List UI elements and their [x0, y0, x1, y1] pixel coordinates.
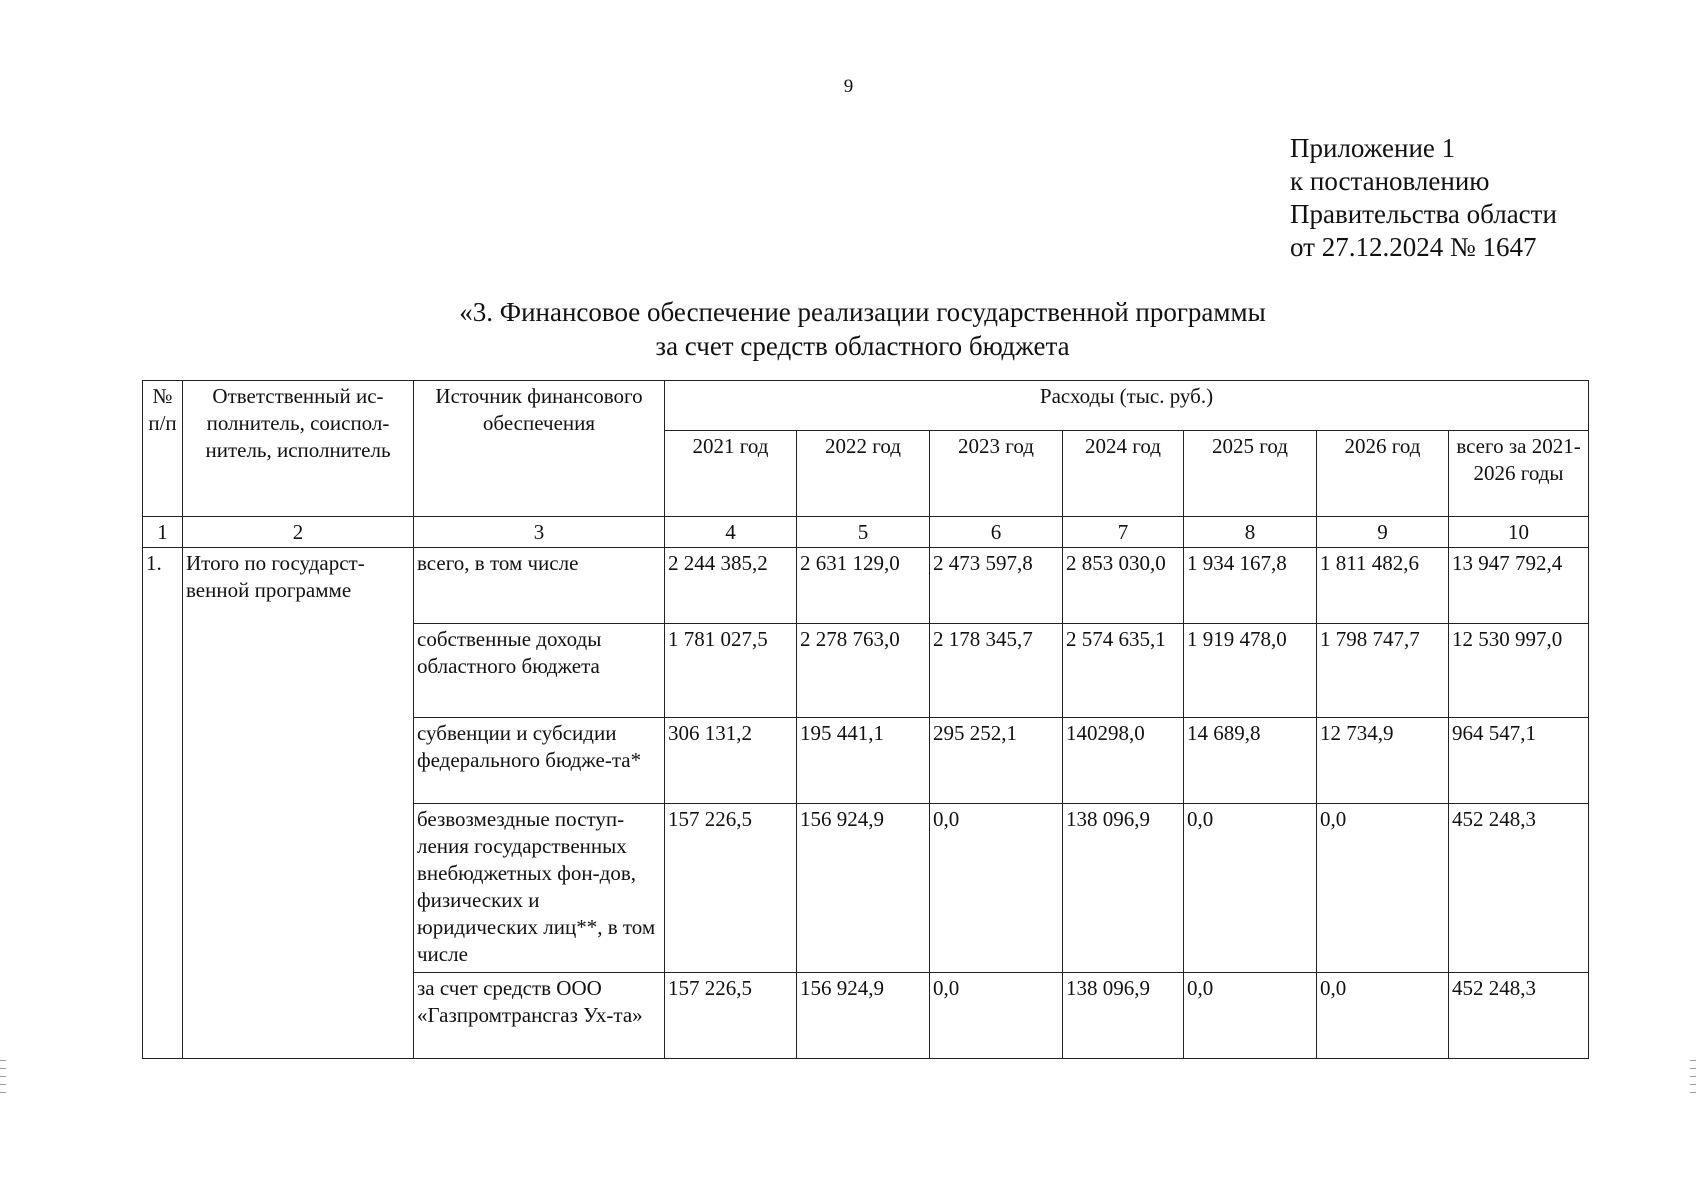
column-number: 3 [414, 517, 665, 548]
column-number: 5 [797, 517, 930, 548]
title-line-2: за счет средств областного бюджета [655, 331, 1070, 361]
appendix-line: от 27.12.2024 № 1647 [1290, 232, 1537, 262]
page-number: 9 [843, 76, 854, 97]
source-cell: субвенции и субсидии федерального бюдже-та* [414, 718, 665, 804]
header-no: № п/п [143, 381, 183, 517]
table-row [143, 548, 1589, 624]
row-label: Итого по государст-венной программе [183, 548, 414, 1059]
value-cell: 157 226,5 [665, 804, 797, 973]
value-cell: 13 947 792,4 [1449, 548, 1589, 624]
column-number: 6 [930, 517, 1063, 548]
header-year: 2022 год [797, 431, 930, 517]
source-cell: всего, в том числе [414, 548, 665, 624]
header-responsible: Ответственный ис-полнитель, соиспол-нитель, исполнитель [183, 381, 414, 517]
value-cell: 2 278 763,0 [797, 624, 930, 718]
value-cell: 1 934 167,8 [1184, 548, 1317, 624]
value-cell: 156 924,9 [797, 804, 930, 973]
value-cell: 964 547,1 [1449, 718, 1589, 804]
column-number: 2 [183, 517, 414, 548]
source-cell: безвозмездные поступ-ления государственных внебюджетных фон-дов, физических и юридических лиц**, в том числе [414, 804, 665, 973]
header-year: 2024 год [1063, 431, 1184, 517]
value-cell: 295 252,1 [930, 718, 1063, 804]
header-expenses: Расходы (тыс. руб.) [665, 381, 1589, 431]
value-cell: 2 473 597,8 [930, 548, 1063, 624]
value-cell: 156 924,9 [797, 973, 930, 1059]
value-cell: 2 631 129,0 [797, 548, 930, 624]
value-cell: 452 248,3 [1449, 804, 1589, 973]
value-cell: 157 226,5 [665, 973, 797, 1059]
appendix-line: к постановлению [1290, 166, 1490, 196]
header-year: 2021 год [665, 431, 797, 517]
row-number: 1. [143, 548, 183, 1059]
value-cell: 306 131,2 [665, 718, 797, 804]
value-cell: 0,0 [1184, 804, 1317, 973]
value-cell: 1 781 027,5 [665, 624, 797, 718]
value-cell: 2 574 635,1 [1063, 624, 1184, 718]
value-cell: 0,0 [1317, 804, 1449, 973]
header-year: 2026 год [1317, 431, 1449, 517]
value-cell: 138 096,9 [1063, 804, 1184, 973]
header-total: всего за 2021-2026 годы [1449, 431, 1589, 517]
value-cell: 14 689,8 [1184, 718, 1317, 804]
value-cell: 138 096,9 [1063, 973, 1184, 1059]
value-cell: 2 178 345,7 [930, 624, 1063, 718]
value-cell: 12 734,9 [1317, 718, 1449, 804]
value-cell: 140298,0 [1063, 718, 1184, 804]
column-number: 8 [1184, 517, 1317, 548]
header-year: 2023 год [930, 431, 1063, 517]
column-number: 9 [1317, 517, 1449, 548]
column-number: 1 [143, 517, 183, 548]
appendix-line: Приложение 1 [1290, 133, 1456, 163]
value-cell: 2 853 030,0 [1063, 548, 1184, 624]
document-title [0, 295, 1697, 363]
financing-table [142, 380, 1589, 1059]
header-source: Источник финансового обеспечения [414, 381, 665, 517]
appendix-line: Правительства области [1290, 199, 1557, 229]
value-cell: 0,0 [1184, 973, 1317, 1059]
value-cell: 1 811 482,6 [1317, 548, 1449, 624]
value-cell: 1 798 747,7 [1317, 624, 1449, 718]
column-number: 4 [665, 517, 797, 548]
value-cell: 0,0 [930, 804, 1063, 973]
value-cell: 1 919 478,0 [1184, 624, 1317, 718]
source-cell: собственные доходы областного бюджета [414, 624, 665, 718]
value-cell: 195 441,1 [797, 718, 930, 804]
source-cell: за счет средств ООО «Газпромтрансгаз Ух-та» [414, 973, 665, 1059]
value-cell: 452 248,3 [1449, 973, 1589, 1059]
title-line-1: «3. Финансовое обеспечение реализации государственной программы [459, 297, 1266, 327]
appendix-block [1290, 132, 1557, 264]
value-cell: 2 244 385,2 [665, 548, 797, 624]
value-cell: 0,0 [930, 973, 1063, 1059]
header-year: 2025 год [1184, 431, 1317, 517]
column-number: 10 [1449, 517, 1589, 548]
value-cell: 0,0 [1317, 973, 1449, 1059]
column-number: 7 [1063, 517, 1184, 548]
value-cell: 12 530 997,0 [1449, 624, 1589, 718]
